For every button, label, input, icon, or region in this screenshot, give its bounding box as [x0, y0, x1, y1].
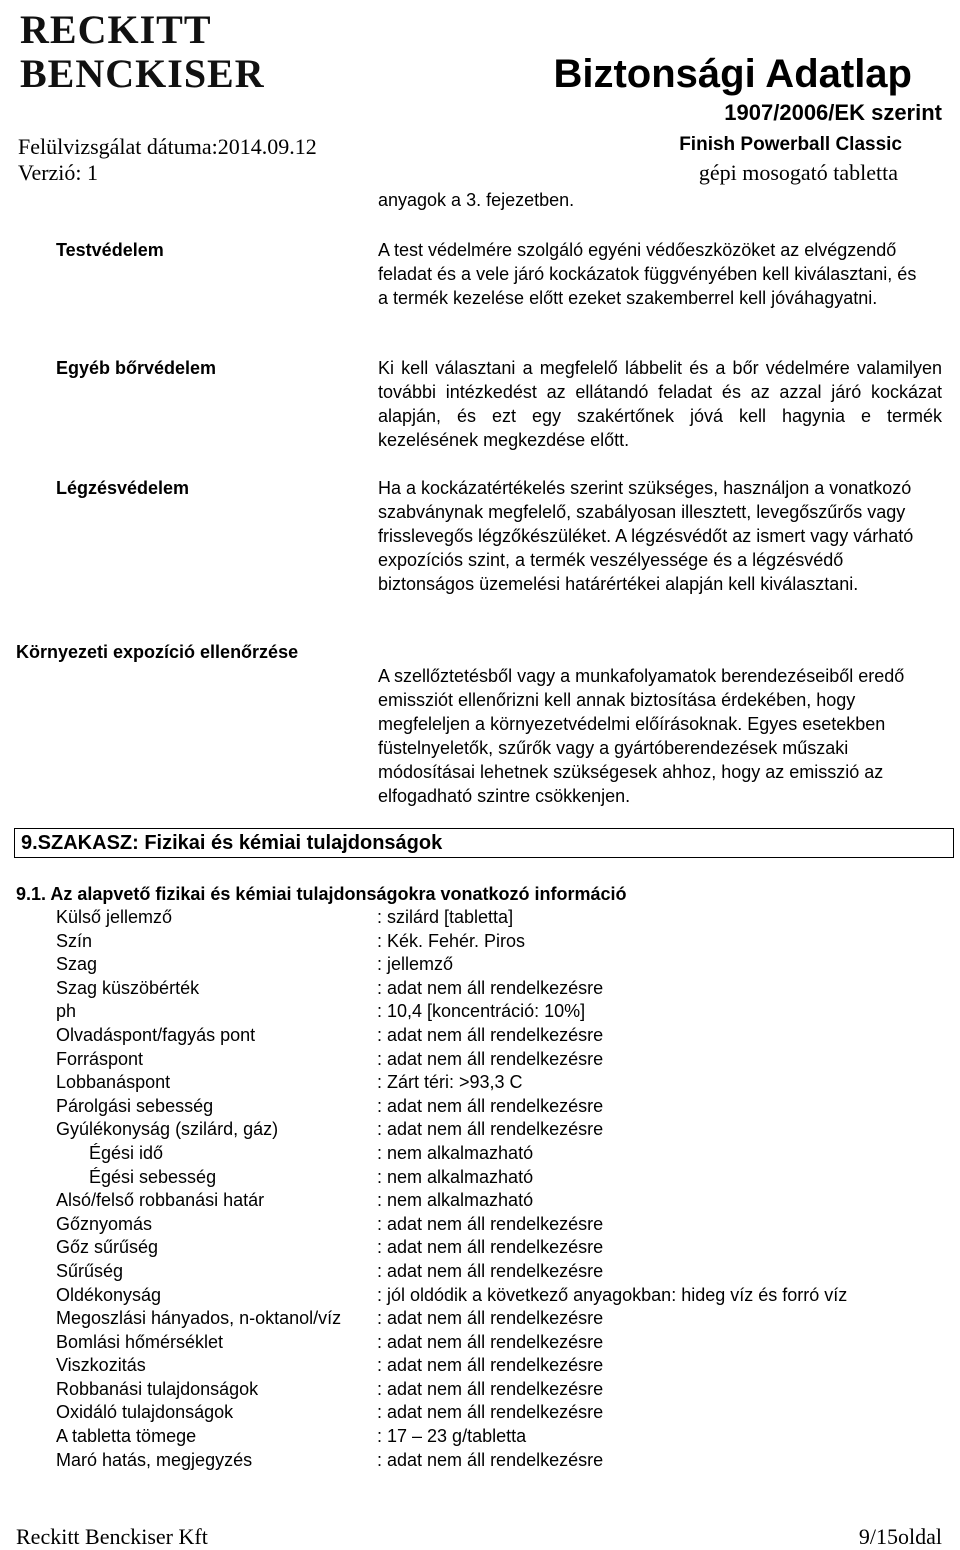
- property-value: : jellemző: [377, 954, 454, 975]
- property-row: [56, 1425, 936, 1449]
- product-subtitle: gépi mosogató tabletta: [698, 160, 898, 185]
- property-label: Olvadáspont/fagyás pont: [56, 1024, 256, 1045]
- property-row: [56, 1071, 936, 1095]
- property-label: Szín: [56, 930, 93, 951]
- property-label: Maró hatás, megjegyzés: [56, 1449, 253, 1470]
- property-label: Sűrűség: [56, 1260, 124, 1281]
- property-row: [56, 1307, 936, 1331]
- property-label: Oldékonyság: [56, 1284, 162, 1305]
- property-value: : jól oldódik a következő anyagokban: hideg víz és forró víz: [377, 1284, 848, 1305]
- property-row: [56, 1166, 936, 1190]
- property-value: : adat nem áll rendelkezésre: [377, 1378, 604, 1399]
- property-value: : adat nem áll rendelkezésre: [377, 1095, 604, 1116]
- property-value: : adat nem áll rendelkezésre: [377, 1119, 604, 1140]
- regulation-reference: 1907/2006/EK szerint: [724, 100, 942, 125]
- other-skin-protection-label: Egyéb bőrvédelem: [56, 358, 217, 378]
- respiratory-protection-label: Légzésvédelem: [56, 478, 190, 498]
- property-row: [56, 1048, 936, 1072]
- property-row: [56, 1024, 936, 1048]
- property-row: [56, 953, 936, 977]
- property-label: Párolgási sebesség: [56, 1095, 214, 1116]
- property-value: : adat nem áll rendelkezésre: [377, 1237, 604, 1258]
- property-label: Megoszlási hányados, n-oktanol/víz: [56, 1308, 342, 1329]
- footer-page-number: 9/15oldal: [858, 1524, 942, 1549]
- property-label: Szag küszöbérték: [56, 977, 200, 998]
- property-label: Gőznyomás: [56, 1213, 153, 1234]
- property-label: A tabletta tömege: [56, 1426, 197, 1447]
- property-value: : nem alkalmazható: [377, 1142, 534, 1163]
- property-label: Robbanási tulajdonságok: [56, 1378, 259, 1399]
- property-row: [56, 1118, 936, 1142]
- property-row: [56, 1260, 936, 1284]
- body-protection-label: Testvédelem: [56, 240, 164, 260]
- property-label: Égési idő: [89, 1142, 164, 1163]
- property-row: [56, 1095, 936, 1119]
- property-label: Alsó/felső robbanási határ: [56, 1190, 265, 1211]
- property-value: : adat nem áll rendelkezésre: [377, 977, 604, 998]
- property-value: : Zárt téri: >93,3 C: [377, 1072, 523, 1093]
- property-row: [56, 1331, 936, 1355]
- property-value: : adat nem áll rendelkezésre: [377, 1213, 604, 1234]
- property-value: : Kék. Fehér. Piros: [377, 930, 526, 951]
- properties-list: [56, 906, 936, 1472]
- respiratory-protection-text: Ha a kockázatértékelés szerint szükséges, használjon a vonatkozó szabványnak megfelelő, szabályosan illesztett, levegőszűrős vagy frisslevegős légzőkészüléket. A légzésvédőt az ismert vagy várható expozíciós szint, a termék veszélyessége és a légzésvédő biztonságos üzemelési határértékei alapján kell kiválasztani.: [378, 478, 914, 594]
- property-row: [56, 1284, 936, 1308]
- property-value: : adat nem áll rendelkezésre: [377, 1449, 604, 1470]
- property-value: : nem alkalmazható: [377, 1190, 534, 1211]
- property-value: : adat nem áll rendelkezésre: [377, 1355, 604, 1376]
- subsection-9-1-title: 9.1. Az alapvető fizikai és kémiai tulajdonságokra vonatkozó információ: [16, 884, 627, 904]
- property-row: [56, 1189, 936, 1213]
- property-row: [56, 930, 936, 954]
- property-value: : adat nem áll rendelkezésre: [377, 1260, 604, 1281]
- property-value: : szilárd [tabletta]: [377, 907, 514, 927]
- product-name: Finish Powerball Classic: [679, 134, 902, 155]
- property-value: : nem alkalmazható: [377, 1166, 534, 1187]
- env-exposure-label: Környezeti expozíció ellenőrzése: [16, 642, 299, 662]
- property-row: [56, 906, 936, 930]
- property-label: Gyúlékonyság (szilárd, gáz): [56, 1119, 279, 1140]
- property-value: : 17 – 23 g/tabletta: [377, 1426, 527, 1447]
- property-value: : adat nem áll rendelkezésre: [377, 1331, 604, 1352]
- property-row: [56, 1000, 936, 1024]
- logo-line-2: BENCKISER: [20, 51, 265, 96]
- property-value: : adat nem áll rendelkezésre: [377, 1024, 604, 1045]
- body-protection-text: A test védelmére szolgáló egyéni védőeszközöket az elvégzendő feladat és a vele járó kockázatok függvényében kell kiválasztani, és a termék kezelése előtt ezeket szakemberrel kell jóváhagyatni.: [378, 240, 917, 308]
- company-logo: [20, 7, 265, 96]
- property-label: Szag: [56, 954, 98, 975]
- carryover-text: anyagok a 3. fejezetben.: [378, 190, 575, 210]
- property-row: [56, 1213, 936, 1237]
- property-row: [56, 1236, 936, 1260]
- property-row: [56, 1142, 936, 1166]
- property-label: Oxidáló tulajdonságok: [56, 1402, 234, 1423]
- property-row: [56, 977, 936, 1001]
- property-label: Forráspont: [56, 1048, 144, 1069]
- property-value: : 10,4 [koncentráció: 10%]: [377, 1001, 586, 1022]
- property-label: Külső jellemző: [56, 907, 173, 927]
- other-skin-protection-text: Ki kell választani a megfelelő lábbelit és a bőr védelmére valamilyen további intézkedést az ellátandó feladat és az azzal járó kockázat alapján, és ezt egy szakértőnek jóvá kell hagynia e termék kezelésének megkezdése előtt.: [378, 358, 942, 450]
- property-value: : adat nem áll rendelkezésre: [377, 1402, 604, 1423]
- property-label: ph: [56, 1001, 77, 1022]
- property-label: Lobbanáspont: [56, 1072, 171, 1093]
- property-label: Viszkozitás: [56, 1355, 146, 1376]
- property-label: Égési sebesség: [89, 1166, 217, 1187]
- property-label: Gőz sűrűség: [56, 1237, 159, 1258]
- section-9-header: [14, 828, 954, 858]
- revision-date: Felülvizsgálat dátuma:2014.09.12: [18, 134, 317, 159]
- logo-line-1: RECKITT: [20, 7, 212, 52]
- version: Verzió: 1: [18, 160, 99, 185]
- property-row: [56, 1378, 936, 1402]
- property-row: [56, 1401, 936, 1425]
- property-value: : adat nem áll rendelkezésre: [377, 1048, 604, 1069]
- footer-company: Reckitt Benckiser Kft: [16, 1524, 208, 1549]
- section-9-title: 9.SZAKASZ: Fizikai és kémiai tulajdonságok: [21, 832, 443, 854]
- document-title: Biztonsági Adatlap: [553, 52, 912, 96]
- env-exposure-text: A szellőztetésből vagy a munkafolyamatok berendezéseiből eredő emissziót ellenőrizni kell annak biztosítása érdekében, hogy megfeleljen a környezetvédelmi előírásoknak. Egyes esetekben füstelnyeletők, szűrők vagy a gyártóberendezések műszaki módosításai lehetnek szükségesek ahhoz, hogy az emisszió az elfogadható szintre csökkenjen.: [378, 666, 905, 806]
- property-label: Bomlási hőmérséklet: [56, 1331, 224, 1352]
- property-row: [56, 1354, 936, 1378]
- property-value: : adat nem áll rendelkezésre: [377, 1308, 604, 1329]
- property-row: [56, 1449, 936, 1473]
